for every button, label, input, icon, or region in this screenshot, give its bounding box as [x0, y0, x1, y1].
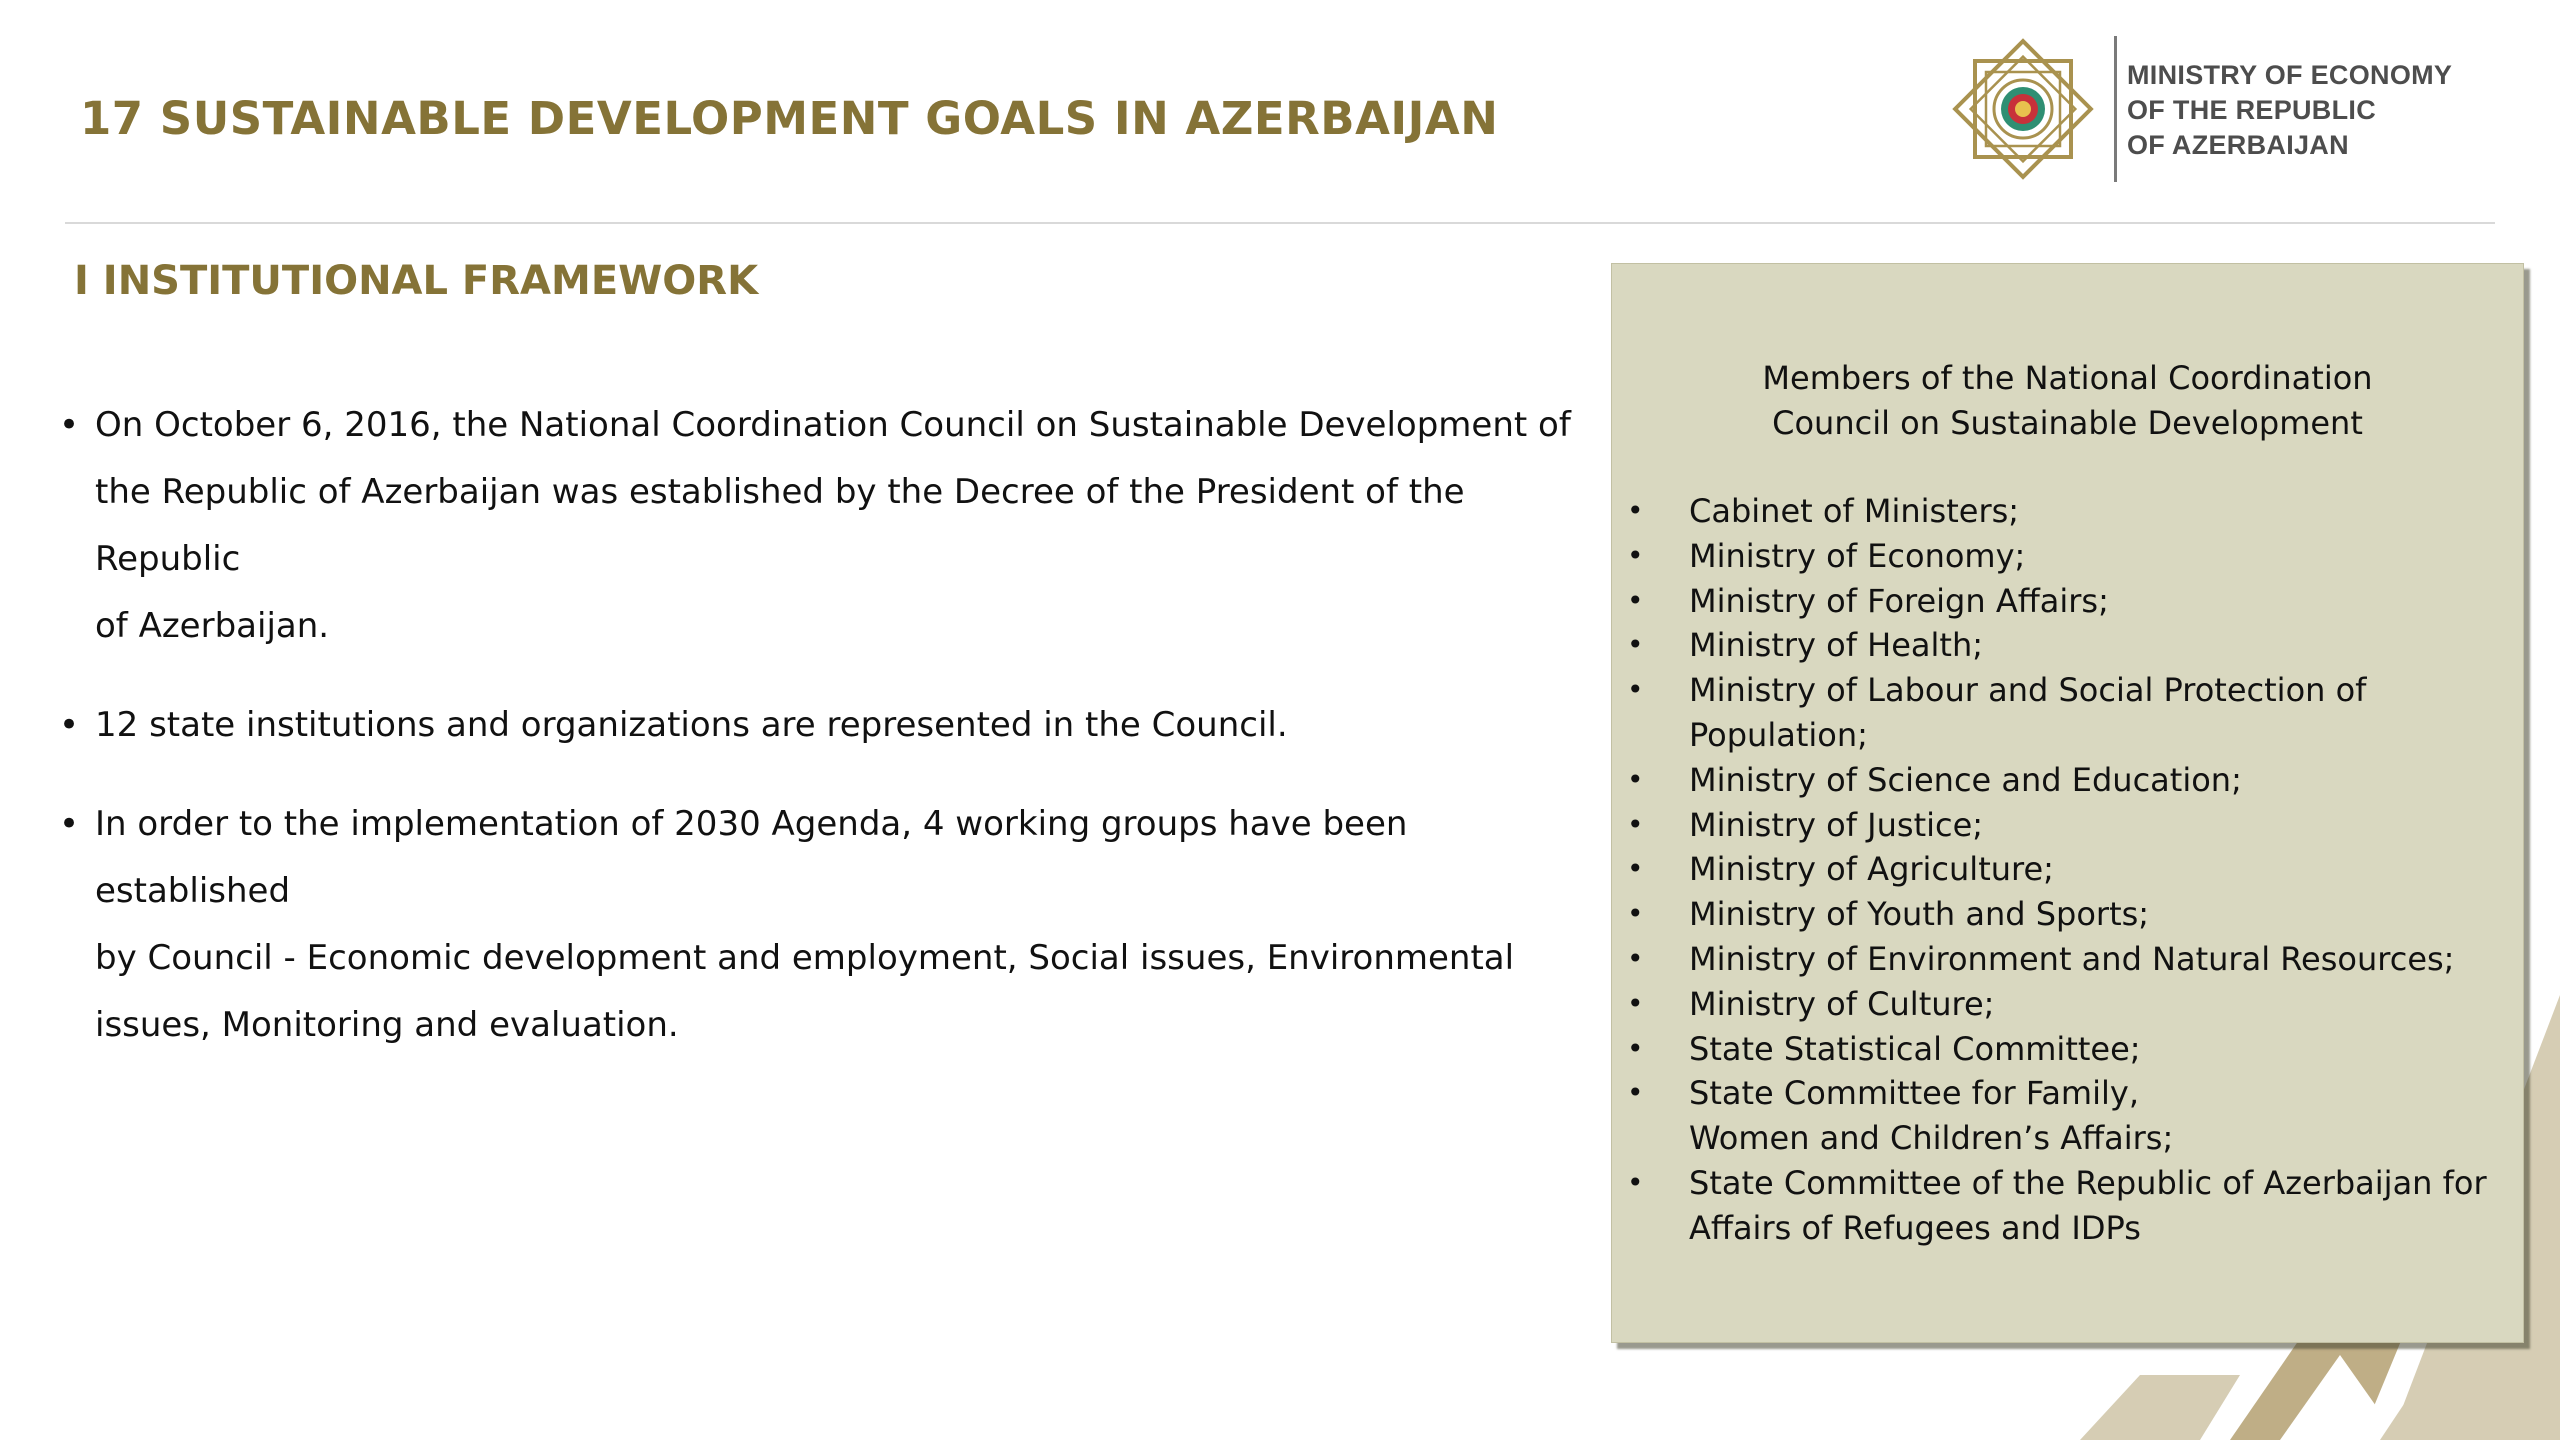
member-line: • Cabinet of Ministers;	[1689, 492, 2020, 530]
ministry-name	[2127, 58, 2527, 163]
member-item	[1612, 489, 2523, 534]
member-item	[1612, 758, 2523, 803]
header-divider	[65, 222, 2495, 224]
member-item	[1612, 623, 2523, 668]
member-item	[1612, 1027, 2523, 1072]
member-item	[1612, 982, 2523, 1027]
member-line: Affairs of Refugees and IDPs	[1689, 1208, 2141, 1247]
bullet-line: On October 6, 2016, the National Coordination Council on Sustainable Development of	[95, 405, 1571, 445]
member-line: • Ministry of Environment and Natural Resources;	[1689, 939, 2455, 978]
heading-line: Council on Sustainable Development	[1772, 404, 2363, 442]
member-line: • Ministry of Health;	[1689, 626, 1984, 665]
heading-line: Members of the National Coordination	[1762, 359, 2373, 397]
member-item	[1612, 1071, 2523, 1161]
bullet-line: the Republic of Azerbaijan was established by the Decree of the President of the Republic	[95, 472, 1465, 579]
member-line: • Ministry of Labour and Social Protection of	[1689, 671, 2367, 710]
member-line: • Ministry of Economy;	[1689, 536, 2026, 575]
member-item	[1612, 937, 2523, 982]
bullet-line: by Council - Economic development and employment, Social issues, Environmental	[95, 938, 1515, 978]
council-members-panel	[1611, 263, 2524, 1343]
member-item	[1612, 579, 2523, 624]
ministry-emblem-icon	[1948, 34, 2098, 184]
council-members-heading	[1612, 356, 2523, 446]
framework-bullet-list	[95, 392, 1575, 1091]
ministry-name-line: MINISTRY OF ECONOMY	[2127, 60, 2453, 90]
ministry-name-line: OF THE REPUBLIC	[2127, 95, 2377, 125]
council-members-list	[1612, 489, 2523, 1251]
member-item	[1612, 668, 2523, 758]
member-item	[1612, 892, 2523, 937]
bullet-line: issues, Monitoring and evaluation.	[95, 1005, 679, 1045]
member-line: • Ministry of Science and Education;	[1689, 760, 2242, 799]
bullet-line: In order to the implementation of 2030 Agenda, 4 working groups have been established	[95, 804, 1408, 911]
framework-bullet	[95, 692, 1575, 759]
member-item	[1612, 803, 2523, 848]
member-item	[1612, 534, 2523, 579]
member-line: • State Statistical Committee;	[1689, 1029, 2141, 1068]
member-item	[1612, 1161, 2523, 1251]
member-line: • Ministry of Foreign Affairs;	[1689, 581, 2109, 620]
framework-bullet	[95, 791, 1575, 1059]
member-line: • State Committee of the Republic of Azerbaijan for	[1689, 1163, 2487, 1202]
member-item	[1612, 847, 2523, 892]
member-line: Women and Children’s Affairs;	[1689, 1119, 2174, 1158]
section-title: I INSTITUTIONAL FRAMEWORK	[74, 258, 759, 304]
member-line: • State Committee for Family,	[1689, 1074, 2139, 1113]
bullet-line: of Azerbaijan.	[95, 606, 330, 646]
bullet-line: 12 state institutions and organizations are represented in the Council.	[95, 705, 1288, 745]
member-line: • Ministry of Justice;	[1689, 805, 1984, 844]
member-line: Population;	[1689, 715, 1868, 754]
ministry-name-line: OF AZERBAIJAN	[2127, 130, 2349, 160]
framework-bullet	[95, 392, 1575, 660]
slide-title: 17 SUSTAINABLE DEVELOPMENT GOALS IN AZERBAIJAN	[80, 92, 1499, 145]
member-line: • Ministry of Youth and Sports;	[1689, 895, 2150, 934]
member-line: • Ministry of Agriculture;	[1689, 850, 2054, 889]
logo-divider	[2114, 36, 2117, 182]
member-line: • Ministry of Culture;	[1689, 984, 1995, 1023]
